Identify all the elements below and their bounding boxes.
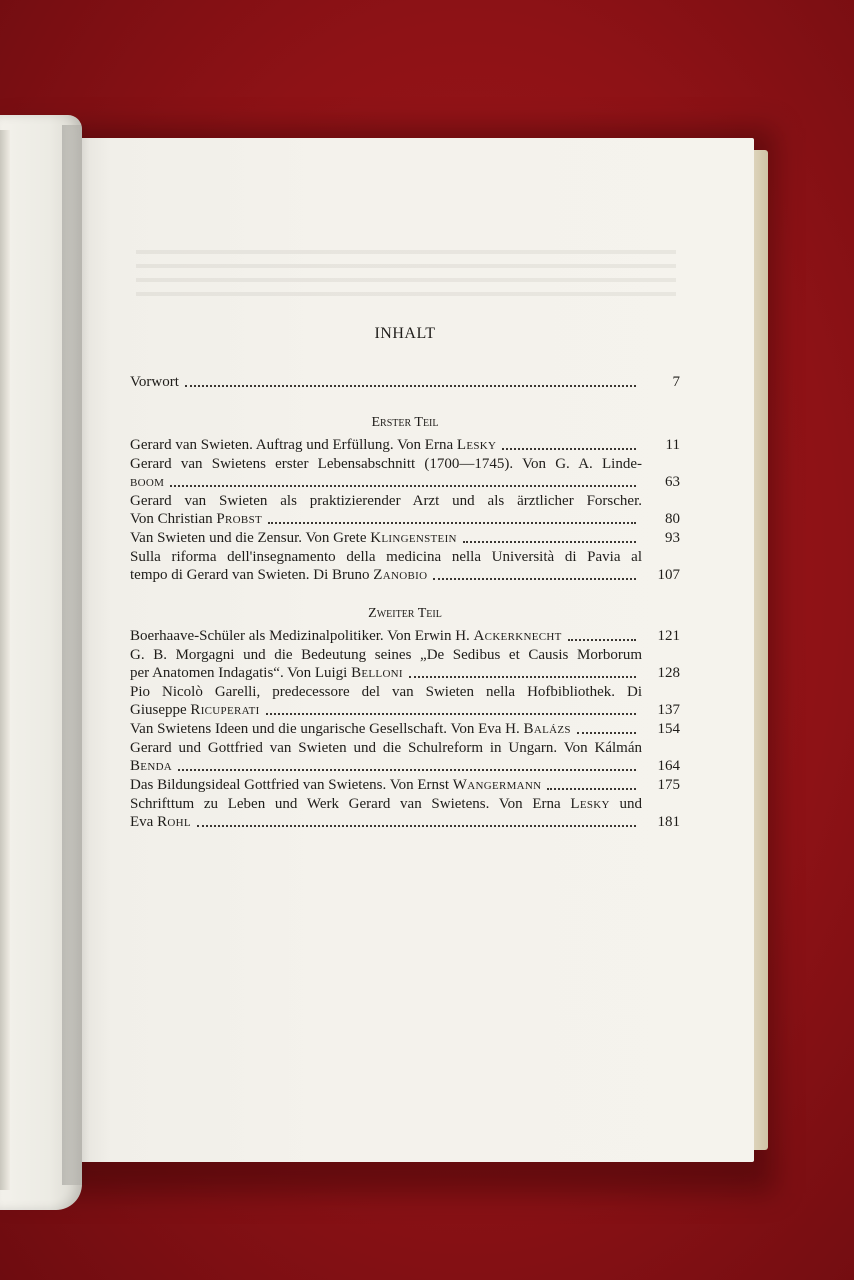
- entry-title: Sulla riforma dell'insegnamento della medicina nella Università di Pavia al: [130, 549, 642, 565]
- page-number: 7: [672, 374, 680, 390]
- dot-leader: [197, 825, 636, 827]
- dot-leader: [577, 732, 636, 734]
- entry-title: Schrifttum zu Leben und Werk Gerard van Swietens. Von Erna: [130, 796, 571, 812]
- toc-entry-vorwort: [130, 373, 680, 391]
- page-number: 121: [657, 628, 680, 644]
- toc-entry: [130, 739, 680, 775]
- dot-leader: [502, 448, 636, 450]
- page-number: 107: [657, 567, 680, 583]
- entry-author: Lesky: [456, 437, 497, 453]
- page-number: 80: [665, 511, 680, 527]
- table-of-contents: [130, 325, 680, 832]
- entry-title: Van Swietens Ideen und die ungarische Gesellschaft. Von Eva H.: [130, 721, 524, 737]
- entry-author: Wangermann: [452, 777, 542, 793]
- toc-entry: Gerard van Swieten als praktizierender Arzt und als ärztlicher Forscher. Von Christian Probst 80: [130, 493, 680, 527]
- left-page-edge: [0, 130, 10, 1190]
- dot-leader: [568, 639, 636, 641]
- entry-title: Gerard van Swieten als praktizierender Arzt und als ärztlicher Forscher.: [130, 493, 642, 509]
- page-number: 11: [665, 437, 680, 453]
- page-number: 181: [657, 814, 680, 830]
- entry-author: boom: [130, 474, 165, 490]
- entry-title: Das Bildungsideal Gottfried van Swietens. Von Ernst: [130, 777, 453, 793]
- entry-title: Gerard und Gottfried van Swieten und die Schulreform in Ungarn. Von Kálmán: [130, 740, 642, 756]
- dot-leader: [178, 769, 636, 771]
- dot-leader: [547, 788, 636, 790]
- entry-author: Balázs: [523, 721, 571, 737]
- part-heading: Zweiter Teil: [368, 606, 442, 621]
- page-number: 63: [665, 474, 680, 490]
- entry-title: Boerhaave-Schüler als Medizinalpolitiker. Von Erwin H.: [130, 628, 474, 644]
- toc-entry: Pio Nicolò Garelli, predecessore del van Swieten nella Hofbibliothek. Di Giuseppe Ricuperati 137: [130, 684, 680, 718]
- entry-author: Benda: [130, 758, 173, 774]
- toc-heading: INHALT: [374, 325, 436, 342]
- dot-leader: [268, 522, 636, 524]
- toc-entry: [130, 776, 680, 794]
- toc-entry: [130, 627, 680, 645]
- dot-leader: [463, 541, 636, 543]
- page-gutter-shadow: [62, 125, 90, 1185]
- toc-entry: [130, 720, 680, 738]
- entry-title: Van Swieten und die Zensur. Von Grete: [130, 530, 371, 546]
- part-heading: Erster Teil: [371, 415, 439, 430]
- dot-leader: [409, 676, 636, 678]
- entry-title: Gerard van Swietens erster Lebensabschnitt (1700—1745). Von G. A. Linde-: [130, 456, 642, 472]
- entry-title: Gerard van Swieten. Auftrag und Erfüllung. Von Erna: [130, 437, 457, 453]
- dot-leader: [170, 485, 636, 487]
- entry-title: G. B. Morgagni und die Bedeutung seines „De Sedibus et Causis Morborum: [130, 647, 642, 663]
- toc-entry: G. B. Morgagni und die Bedeutung seines „De Sedibus et Causis Morborum per Anatomen Indagatis“. Von Luigi Belloni 128: [130, 647, 680, 681]
- entry-author: Belloni: [351, 665, 403, 681]
- toc-entry: Schrifttum zu Leben und Werk Gerard van Swietens. Von Erna Lesky und Eva Rohl 181: [130, 796, 680, 830]
- toc-entry: [130, 436, 680, 454]
- show-through-text: [136, 250, 676, 300]
- page-number: 137: [657, 702, 680, 718]
- dot-leader: [185, 385, 636, 387]
- entry-author: Zanobio: [373, 567, 428, 583]
- toc-entry: Sulla riforma dell'insegnamento della medicina nella Università di Pavia al tempo di Gerard van Swieten. Di Bruno Zanobio 107: [130, 549, 680, 583]
- entry-author: Rohl: [157, 814, 191, 830]
- page-number: 93: [665, 530, 680, 546]
- page-number: 154: [657, 721, 680, 737]
- entry-author: Lesky: [570, 796, 610, 812]
- toc-entry: [130, 529, 680, 547]
- entry-author: Klingenstein: [370, 530, 457, 546]
- entry-title: Vorwort: [130, 374, 179, 390]
- entry-author: Ackerknecht: [473, 628, 562, 644]
- dot-leader: [266, 713, 636, 715]
- entry-author: Ricuperati: [190, 702, 260, 718]
- dot-leader: [433, 578, 636, 580]
- toc-entry: [130, 455, 680, 491]
- entry-author: Probst: [216, 511, 263, 527]
- page-number: 175: [657, 777, 680, 793]
- page-number: 128: [657, 665, 680, 681]
- page-number: 164: [657, 758, 680, 774]
- entry-title: Pio Nicolò Garelli, predecessore del van Swieten nella Hofbibliothek. Di: [130, 684, 642, 700]
